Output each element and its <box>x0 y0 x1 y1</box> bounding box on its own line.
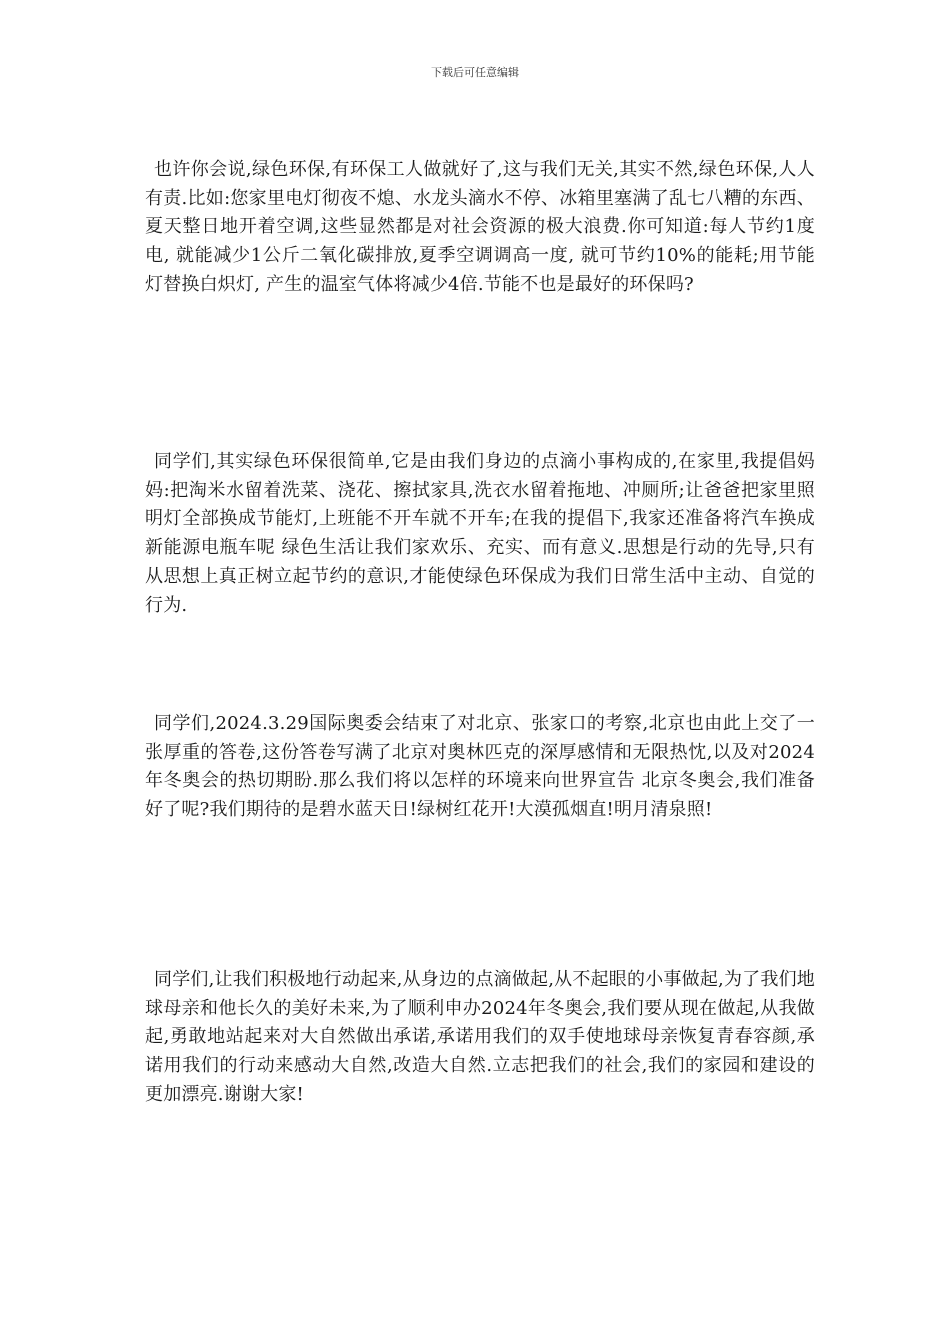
paragraph-4: 同学们,让我们积极地行动起来,从身边的点滴做起,从不起眼的小事做起,为了我们地球母亲和他长久的美好未来,为了顺利申办2024年冬奥会,我们要从现在做起,从我做起,勇敢地站起来对大自然做出承诺,承诺用我们的双手使地球母亲恢复青春容颜,承诺用我们的行动来感动大自然,改造大自然.立志把我们的社会,我们的家园和建设的更加漂亮.谢谢大家! <box>145 969 815 1105</box>
page-header: 下载后可任意编辑 <box>431 66 519 79</box>
paragraph-1: 也许你会说,绿色环保,有环保工人做就好了,这与我们无关,其实不然,绿色环保,人人有责.比如:您家里电灯彻夜不熄、水龙头滴水不停、冰箱里塞满了乱七八糟的东西、夏天整日地开着空调,这些显然都是对社会资源的极大浪费.你可知道:每人节约1度电, 就能减少1公斤二氧化碳排放,夏季空调调高一度, 就可节约10%的能耗;用节能灯替换白炽灯, 产生的温室气体将减少4倍.节能不也是最好的环保吗? <box>145 159 815 295</box>
paragraph-2: 同学们,其实绿色环保很简单,它是由我们身边的点滴小事构成的,在家里,我提倡妈妈:把淘米水留着洗菜、浇花、擦拭家具,洗衣水留着拖地、冲厕所;让爸爸把家里照明灯全部换成节能灯,上班能不开车就不开车;在我的提倡下,我家还准备将汽车换成新能源电瓶车呢 绿色生活让我们家欢乐、充实、而有意义.思想是行动的先导,只有从思想上真正树立起节约的意识,才能使绿色环保成为我们日常生活中主动、自觉的行为. <box>145 451 815 616</box>
paragraph-3: 同学们,2024.3.29国际奥委会结束了对北京、张家口的考察,北京也由此上交了一张厚重的答卷,这份答卷写满了北京对奥林匹克的深厚感情和无限热忱,以及对2024年冬奥会的热切期盼.那么我们将以怎样的环境来向世界宣告 北京冬奥会,我们准备好了呢?我们期待的是碧水蓝天日!绿树红花开!大漠孤烟直!明月清泉照! <box>145 713 815 821</box>
